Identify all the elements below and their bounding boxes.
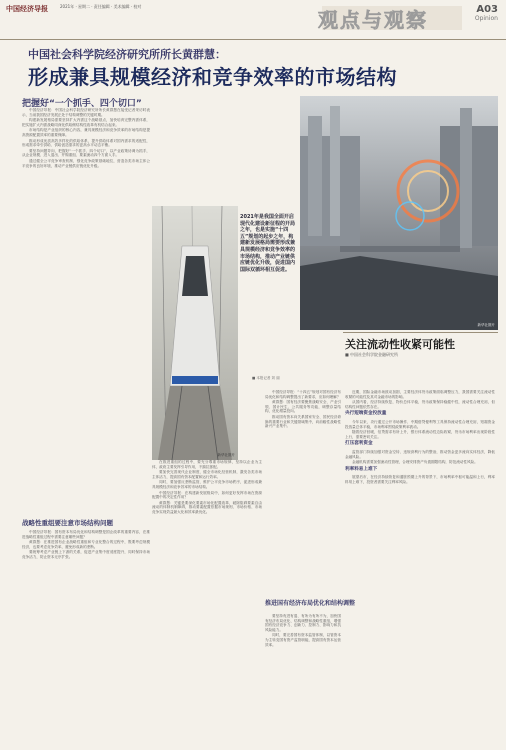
paragraph: 在推进重组的过程中，要充分尊重市场规律，坚持以企业为主体，政府主要发挥引导作用，不搞拉郎配。 bbox=[152, 460, 262, 469]
right-article-rule bbox=[343, 332, 498, 333]
paragraph: 从国内看，经济持续恢复，物价总体平稳，货币政策保持稳健中性，流动性合理充裕，但结构性问题依然存在。 bbox=[345, 400, 495, 409]
5g-illustration bbox=[300, 96, 498, 330]
pull-quote: 2021年是我国全面开启现代化建设新征程的开局之年，也是实施“十四五”规划的起步之年，构建新发展格局需要形成兼具规模经济和竞争效率的市场结构，推动产业链供应链优化升级，促进国内国际双循环相互促进。 bbox=[240, 214, 296, 273]
paragraph: 黄群慧：关键是要深化要素市场化配置改革，破除阻碍要素自由流动的体制机制障碍，推动要素配置依据市场规则、市场价格、市场竞争实现效益最大化和效率最优化。 bbox=[152, 500, 262, 514]
right-article-body bbox=[345, 390, 495, 740]
article-column-3 bbox=[265, 390, 341, 590]
subhead-state-economy: 推进国有经济布局优化和结构调整 bbox=[265, 600, 356, 607]
train-illustration bbox=[152, 206, 238, 460]
paragraph: 构建新发展格局需要坚持扩大内需这个战略基点，加快培育完整内需体系，把实施扩大内需战略同深化供给侧结构性改革有机结合起来。 bbox=[22, 118, 150, 127]
paragraph: 展望后市，在经济持续恢复和通胀预期上升的背景下，市场利率中枢可能温和上行，利率料易上难下，投资者需要关注利率风险。 bbox=[345, 475, 495, 484]
page-section-en: Opinion bbox=[474, 15, 498, 22]
right-subhead-rates: 利率料易上难下 bbox=[345, 466, 378, 472]
paragraph: 今年以来，央行通过公开市场操作、中期借贷便利等工具保持流动性合理充裕，短端资金投放量总体平稳，市场利率围绕政策利率波动。 bbox=[345, 419, 495, 429]
paragraph: 中国经济导报：“十四五”规划对国有经济布局优化和结构调整提出了新要求，应如何理解？ bbox=[265, 390, 341, 399]
right-subhead-arbitrage: 打压套利资金 bbox=[345, 441, 373, 447]
paragraph: 要加快完善现代企业制度，健全市场化经营机制，激发各类市场主体活力，提高国有资本配置和运行效率。 bbox=[152, 470, 262, 479]
section-title: 观点与观察 bbox=[318, 8, 428, 32]
article-kicker: 中国社会科学院经济研究所所长黄群慧： bbox=[28, 48, 226, 61]
paragraph: 中国经济导报：中国社会科学院经济研究所所长黄群慧在接受记者采访时表示，当前我国经济发展正处于结构调整的关键时期。 bbox=[22, 108, 150, 117]
article-column-1 bbox=[22, 108, 150, 512]
paragraph: 要坚持有进有退、有所为有所不为，加快国有经济布局优化、结构调整和战略性重组，增强国有经济竞争力、创新力、控制力、影响力和抗风险能力。 bbox=[265, 614, 341, 632]
paragraph: 中国经济导报：在构建新发展格局中，如何更好发挥市场在资源配置中的决定性作用？ bbox=[152, 490, 262, 500]
paragraph: 黄群慧：国有经济要聚焦战略安全、产业引领、国计民生、公共服务等功能，调整存量结构，优化增量投向。 bbox=[265, 400, 341, 414]
paragraph: 通过健全公平竞争审查机制，强化竞争政策基础地位，营造各类市场主体公平竞争的良好环境，推动产业链供应链优化升级。 bbox=[22, 158, 150, 168]
paragraph: 推动形成优质高效多样化的供给体系，提升供给体系对国内需求的适配性，形成需求牵引供给、供给创造需求的更高水平动态平衡。 bbox=[22, 138, 150, 148]
paragraph: 金融机构需要加强流动性管理，合理安排资产负债期限结构，防范流动性风险。 bbox=[352, 460, 478, 465]
article-column-2 bbox=[152, 460, 262, 742]
paragraph: 近期，国际金融市场波动加剧，主要经济体货币政策面临调整压力，我国需要关注流动性收紧的可能性及其对金融市场的影响。 bbox=[345, 390, 495, 399]
photo-5g-industry bbox=[300, 96, 498, 330]
photo-caption: 新华社图片 bbox=[217, 453, 235, 457]
photo-high-speed-train bbox=[152, 206, 238, 460]
masthead bbox=[0, 0, 506, 40]
paragraph: 要统筹考虑产业链上下游的关系，促进产业集中度适度提升，同时保持市场竞争活力，防止资本无序扩张。 bbox=[22, 550, 150, 559]
page-number-code: A03 bbox=[476, 4, 498, 15]
paragraph: 要坚持问题导向，把握好“一个抓手、四个切口”，以产业政策协调为抓手，从企业规模、进入退出、并购重组、要素流动四个方面入手。 bbox=[22, 148, 150, 158]
right-article-title: 关注流动性收紧可能性 bbox=[345, 338, 455, 351]
photo-caption: 新华社图片 bbox=[477, 323, 495, 327]
lead-subhead: 把握好“一个抓手、四个切口” bbox=[22, 99, 142, 109]
pull-quote-byline: ■ 本报记者 刘 丽 bbox=[252, 376, 280, 380]
paragraph: 同时，要完善国有资本监管体制，以管资本为主转变国有资产监管职能，提高国有资本运营效率。 bbox=[265, 633, 341, 647]
paragraph: 推动国有资本向关系国家安全、国民经济命脉的重要行业和关键领域集中，向前瞻性战略性新兴产业集中。 bbox=[265, 414, 341, 429]
article-headline: 形成兼具规模经济和竞争效率的市场结构 bbox=[28, 65, 397, 89]
paragraph: 同时，要加强反垄断监管，维护公平竞争市场秩序，促进形成兼具规模经济和竞争效率的市场结构。 bbox=[152, 480, 262, 489]
paragraph: 中国经济导报：国有资本布局优化和结构调整是国企改革的重要内容，在推进战略性重组过程中需要注意哪些问题？ bbox=[22, 530, 150, 539]
article-column-1b bbox=[22, 530, 150, 742]
right-article-byline: ■ 中国社会科学院金融研究所 bbox=[345, 352, 399, 357]
paragraph: 随着经济回暖，信贷需求有所上升，银行体系流动性边际收紧，货币市场利率出现阶段性上行，需要密切关注。 bbox=[345, 430, 495, 439]
subhead-restructuring: 战略性重组要注意市场结构问题 bbox=[22, 519, 113, 527]
issue-meta: 2021年 · 星期二 · 责任编辑 · 美术编辑 · 校对 bbox=[60, 4, 142, 9]
page-number bbox=[475, 4, 498, 22]
article-column-3b bbox=[265, 614, 341, 742]
newspaper-logo: 中国经济导报 bbox=[6, 5, 48, 13]
paragraph: 监管部门持续加强对资金空转、违规套利行为的整治，推动资金更多流向实体经济，降低金融风险。 bbox=[345, 449, 495, 459]
right-subhead-liquidity: 央行短端资金投放量 bbox=[345, 411, 387, 417]
paragraph: 黄群慧：在推进国有企业战略性重组和专业化整合的过程中，既要考虑规模经济，也要考虑竞争效率，避免形成新的垄断。 bbox=[22, 540, 150, 549]
paragraph: 市场结构是产业组织的核心内容，兼具规模经济和竞争效率的市场结构是提高资源配置效率的重要保障。 bbox=[22, 128, 150, 137]
